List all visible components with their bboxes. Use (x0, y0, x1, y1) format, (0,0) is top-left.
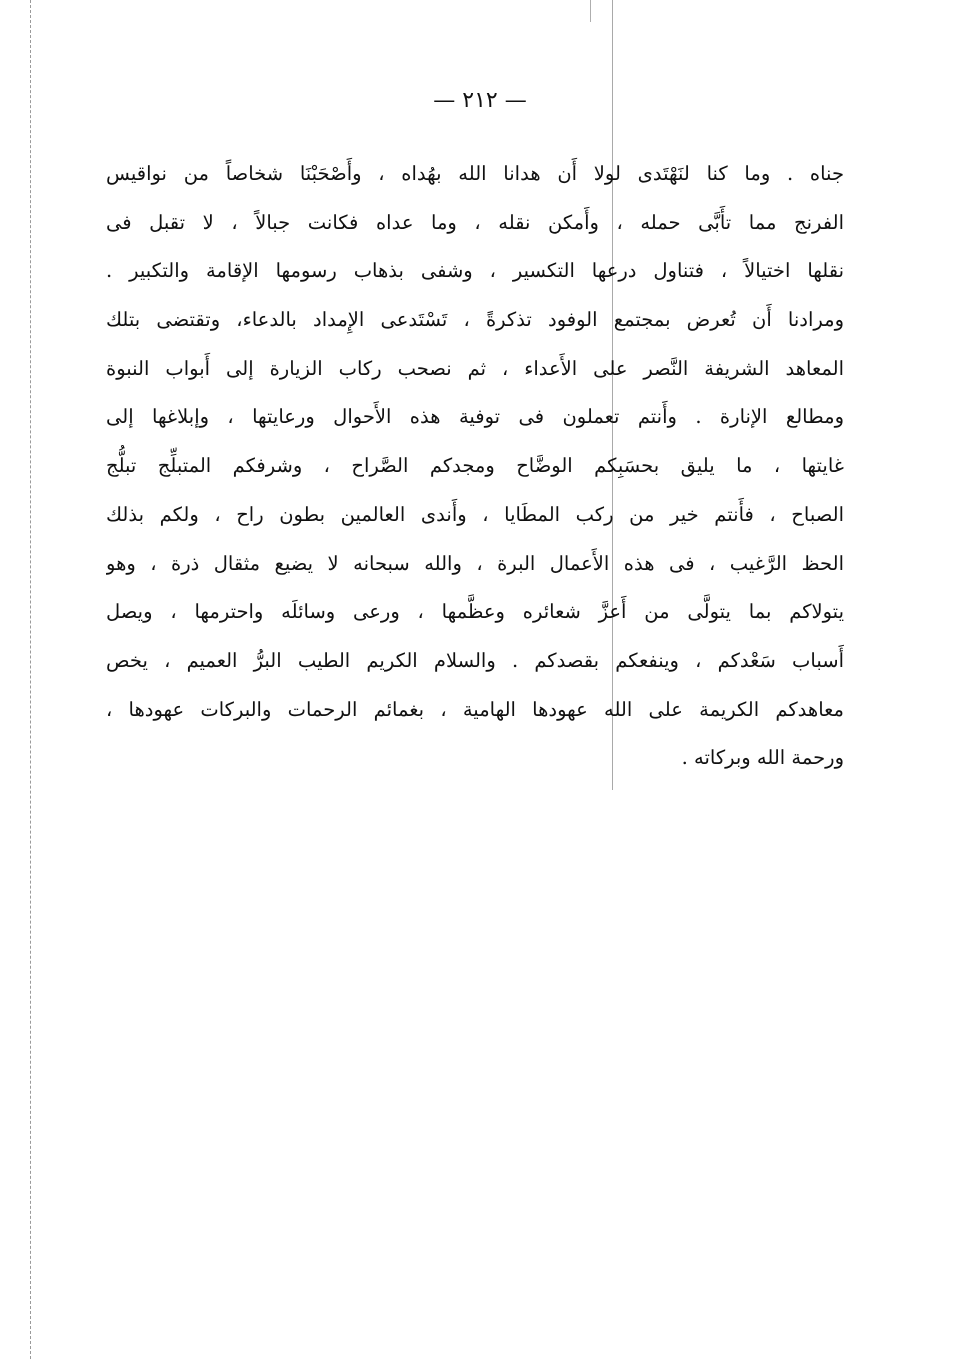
text-line: ومرادنا أَن تُعرض بمجتمع الوفود تذكرةً ، تَسْتَدعى الإِمداد بالدعاء، وتقتضى بتلك (106, 308, 844, 332)
text-line-last: ورحمة الله وبركاته . (681, 746, 844, 770)
text-line: معاهدكم الكريمة على الله عهودها الهامية ، بغمائم الرحمات والبركات عهودها ، (106, 697, 844, 721)
text-line: الصباح ، فأَنتم خير من ركب المطَايا ، وأَندى العالمين بطون راح ، ولكم بذلك (106, 502, 844, 526)
text-line: الحظ الرَّغيب ، فى هذه الأَعمال البرة ، والله سبحانه لا يضيع مثقال ذرة ، وهو (106, 551, 844, 575)
text-line: الفرنج مما تأَبَّى حمله ، وأَمكن نقله ، وما عداه فكانت جبالاً ، لا تقبل فى (106, 210, 844, 234)
text-line: نقلها اختيالاً ، فتناول درعها التكسير ، وشفى بذهاب رسومها الإقامة والتكبير . (106, 259, 844, 283)
text-line: ومطالع الإنارة . وأَنتم تعملون فى توفية هذه الأَحوال ورعايتها ، وإبلاغها إلى (106, 405, 844, 429)
fold-line-top (590, 0, 591, 22)
text-line: يتولاكم بما يتولَّى من أَعزَّ شعائره وعظَّمها ، ورعى وسائلَه واحترمها ، ويصل (106, 600, 844, 624)
text-line: أَسباب سَعْدكم ، وينفعكم بقصدكم . والسلام الكريم الطيب البرُّ العميم ، يخص (106, 648, 844, 672)
scan-edge-left (30, 0, 31, 1359)
text-line: المعاهد الشريفة النَّصر على الأَعداء ، ثم نصحب ركاب الزيارة إلى أَبواب النبوة (106, 356, 844, 380)
page-number: — ٢١٢ — (433, 88, 527, 113)
text-line: جناه . وما كنا لنَهْتَدى لولا أَن هدانا الله بهُداه ، وأَصْحَبْنَا شخاصاً من نواقيس (106, 162, 844, 185)
body-text (106, 150, 844, 783)
text-line: غايتها ، ما يليق بحسَبِكم الوضَّاح ومجدكم الصَّراح ، وشرفكم المتبلِّج تبلُّج (106, 454, 844, 478)
